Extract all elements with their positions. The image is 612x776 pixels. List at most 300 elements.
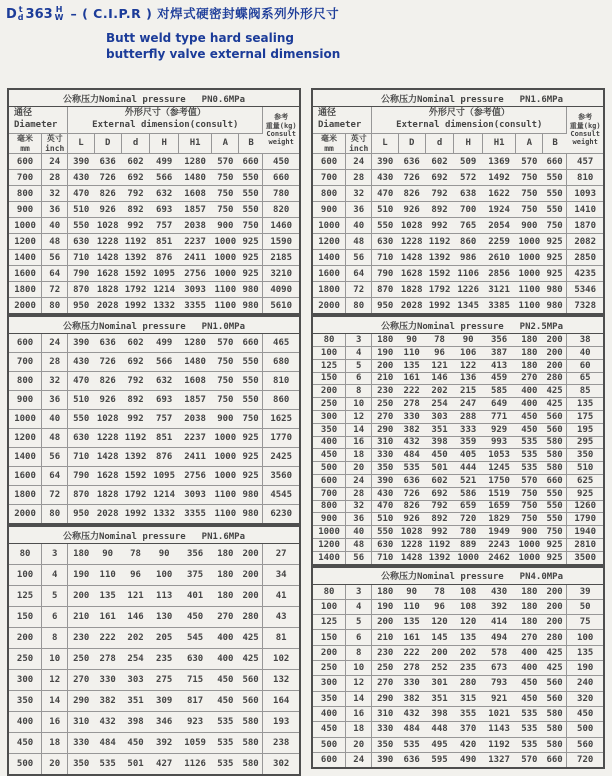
dim-D: 484: [94, 733, 121, 754]
table-row: [8, 505, 300, 525]
dim-D: 382: [398, 691, 425, 706]
dim-A: 450: [212, 670, 239, 691]
weight-kg: 5610: [263, 298, 300, 315]
dim-B: 925: [239, 266, 263, 282]
dim-H1: 3385: [482, 298, 515, 315]
dim-d: 254: [425, 398, 454, 411]
dn-mm: 1400: [312, 250, 346, 266]
dim-A: 1100: [212, 282, 239, 298]
table-row: [8, 733, 300, 754]
weight-kg: 39: [567, 584, 604, 599]
table-row: [312, 599, 604, 614]
dim-L: 430: [372, 487, 398, 500]
dn-mm: 500: [312, 462, 346, 475]
dn-inch: 28: [42, 170, 68, 186]
dim-L: 430: [372, 170, 398, 186]
dim-H: 106: [454, 346, 483, 359]
table-row: [312, 538, 604, 551]
dim-B: 925: [543, 538, 567, 551]
dim-A: 535: [516, 449, 543, 462]
dim-D: 1428: [398, 551, 425, 564]
dim-A: 900: [516, 526, 543, 539]
weight-kg: 3560: [263, 467, 300, 486]
dn-inch: 40: [346, 218, 372, 234]
dim-d: 992: [425, 218, 454, 234]
dim-d: 398: [425, 706, 454, 721]
dim-A: 535: [516, 436, 543, 449]
dim-D: 1428: [94, 250, 121, 266]
dn-inch: 32: [42, 372, 68, 391]
dim-A: 270: [516, 630, 543, 645]
dim-d: 398: [121, 712, 150, 733]
dim-A: 400: [516, 398, 543, 411]
dim-H1: 817: [178, 691, 211, 712]
pressure-table-PN2.5MPa: [311, 315, 605, 565]
dim-A: 270: [516, 372, 543, 385]
dim-d: 96: [425, 346, 454, 359]
dim-D: 636: [94, 154, 121, 170]
dim-d: 495: [425, 737, 454, 752]
dn-inch: 14: [346, 423, 372, 436]
diameter-header: 通径 Diameter: [8, 107, 68, 134]
dim-d: 351: [425, 691, 454, 706]
dim-L: 230: [372, 385, 398, 398]
dim-D: 636: [398, 474, 425, 487]
dn-inch: 56: [346, 551, 372, 564]
table-section-pn40: [311, 566, 605, 770]
dim-H1: 715: [178, 670, 211, 691]
dim-H: 355: [454, 706, 483, 721]
dn-mm: 1000: [312, 218, 346, 234]
dim-D: 432: [398, 706, 425, 721]
dn-mm: 1000: [8, 218, 42, 234]
table-row: [312, 513, 604, 526]
dn-mm: 1000: [8, 410, 42, 429]
external-dimension-header: 外形尺寸（参考值） External dimension(consult): [372, 107, 567, 134]
dim-d: 595: [425, 752, 454, 768]
dn-inch: 64: [42, 467, 68, 486]
weight-kg: 4545: [263, 486, 300, 505]
dim-H1: 923: [178, 712, 211, 733]
dn-mm: 700: [312, 170, 346, 186]
dim-B: 580: [543, 462, 567, 475]
dim-H1: 2038: [178, 410, 211, 429]
dn-mm: 350: [312, 691, 346, 706]
dim-d: 501: [425, 462, 454, 475]
dn-inch: 72: [42, 486, 68, 505]
dn-inch: 80: [346, 298, 372, 315]
pressure-label: 公称压力Nominal pressure: [62, 531, 186, 542]
dim-D: 636: [398, 752, 425, 768]
dn-inch: 18: [42, 733, 68, 754]
dim-A: 450: [516, 410, 543, 423]
dim-B: 280: [239, 607, 263, 628]
dim-H1: 993: [482, 436, 515, 449]
pressure-label: 公称压力Nominal pressure: [62, 321, 186, 332]
dim-D: 330: [398, 410, 425, 423]
dim-A: 750: [516, 513, 543, 526]
dn-mm: 900: [8, 391, 42, 410]
dim-L: 390: [68, 154, 94, 170]
table-row: [8, 170, 300, 186]
dim-A: 450: [212, 691, 239, 712]
dim-A: 1000: [212, 467, 239, 486]
dim-L: 210: [68, 607, 94, 628]
dim-H: 333: [454, 423, 483, 436]
dim-D: 636: [398, 154, 425, 170]
dim-D: 1828: [94, 486, 121, 505]
dim-B: 425: [543, 398, 567, 411]
dim-L: 950: [68, 505, 94, 525]
dim-A: 400: [516, 661, 543, 676]
dim-d: 892: [425, 202, 454, 218]
dn-mm: 500: [8, 754, 42, 776]
dim-D: 222: [398, 385, 425, 398]
pressure-value: PN1.6MPa: [519, 94, 564, 105]
table-row: [312, 462, 604, 475]
dn-inch: 10: [346, 398, 372, 411]
dim-D: 278: [94, 649, 121, 670]
dim-H: 693: [150, 391, 179, 410]
dim-H1: 3121: [482, 282, 515, 298]
table-row: [312, 170, 604, 186]
dim-L: 310: [372, 436, 398, 449]
dn-mm: 1200: [312, 538, 346, 551]
dim-H1: 1608: [178, 372, 211, 391]
pressure-value: PN1.0MPa: [201, 321, 246, 332]
dim-A: 400: [516, 645, 543, 660]
dim-B: 425: [239, 628, 263, 649]
dim-H: 757: [150, 218, 179, 234]
weight-kg: 1770: [263, 429, 300, 448]
dim-D: 2028: [94, 298, 121, 315]
dn-inch: 12: [346, 410, 372, 423]
nominal-pressure-title: [312, 316, 604, 334]
dim-D: 1628: [94, 266, 121, 282]
weight-kg: 320: [567, 691, 604, 706]
weight-kg: 75: [567, 615, 604, 630]
dn-mm: 450: [312, 449, 346, 462]
dim-L: 430: [68, 353, 94, 372]
dim-L: 210: [372, 372, 398, 385]
dim-L: 430: [68, 170, 94, 186]
dim-H1: 2038: [178, 218, 211, 234]
dim-H1: 793: [482, 676, 515, 691]
dn-inch: 40: [346, 526, 372, 539]
dim-col-header-B: B: [239, 134, 263, 154]
dim-A: 1000: [516, 234, 543, 250]
weight-kg: 860: [263, 391, 300, 410]
table-row: [312, 334, 604, 347]
weight-kg: 350: [567, 449, 604, 462]
table-row: [312, 737, 604, 752]
dim-H1: 1750: [482, 474, 515, 487]
dim-H: 876: [150, 250, 179, 266]
weight-kg: 34: [263, 565, 300, 586]
dim-H: 586: [454, 487, 483, 500]
dim-D: 726: [398, 170, 425, 186]
dn-mm: 100: [312, 599, 346, 614]
dim-L: 470: [372, 186, 398, 202]
dim-B: 580: [543, 722, 567, 737]
dim-H: 120: [454, 615, 483, 630]
dim-B: 925: [239, 250, 263, 266]
dim-d: 992: [121, 218, 150, 234]
weight-kg: 2082: [567, 234, 604, 250]
weight-kg: 450: [567, 706, 604, 721]
dn-inch: 5: [42, 586, 68, 607]
dim-D: 110: [94, 565, 121, 586]
dim-d: 692: [425, 170, 454, 186]
dim-A: 180: [212, 565, 239, 586]
dim-H: 499: [150, 334, 179, 353]
pressure-table-PN1.6MPa: [7, 525, 301, 776]
dn-mm: 250: [8, 649, 42, 670]
dim-H1: 1059: [178, 733, 211, 754]
dn-inch: 56: [42, 448, 68, 467]
dim-A: 750: [516, 500, 543, 513]
dim-D: 1028: [94, 410, 121, 429]
table-section-pn25: [311, 315, 605, 565]
table-row: [312, 423, 604, 436]
dim-H: 757: [150, 410, 179, 429]
dim-H1: 1021: [482, 706, 515, 721]
dim-H: 860: [454, 234, 483, 250]
dn-mm: 450: [312, 722, 346, 737]
dim-D: 1428: [398, 250, 425, 266]
weight-kg: 820: [263, 202, 300, 218]
table-row: [312, 154, 604, 170]
weight-kg: 50: [567, 599, 604, 614]
dn-mm: 250: [312, 661, 346, 676]
table-row: [8, 372, 300, 391]
table-row: [312, 487, 604, 500]
table-row: [312, 250, 604, 266]
weight-kg: 164: [263, 691, 300, 712]
dim-H: 420: [454, 737, 483, 752]
dim-L: 870: [372, 282, 398, 298]
dim-L: 190: [372, 599, 398, 614]
dim-L: 710: [68, 250, 94, 266]
dn-mm: 200: [312, 645, 346, 660]
dim-H1: 2462: [482, 551, 515, 564]
dim-H1: 401: [178, 586, 211, 607]
table-row: [8, 186, 300, 202]
dim-L: 710: [372, 551, 398, 564]
dim-H: 659: [454, 500, 483, 513]
dim-H1: 1492: [482, 170, 515, 186]
pressure-table-PN0.6MPa: [7, 88, 301, 315]
pressure-value: PN4.0MPa: [519, 572, 564, 583]
weight-kg: 65: [567, 372, 604, 385]
weight-kg: 810: [567, 170, 604, 186]
dn-mm: 400: [312, 436, 346, 449]
dim-L: 710: [68, 448, 94, 467]
weight-kg: 40: [567, 346, 604, 359]
dn-mm: 200: [8, 628, 42, 649]
dn-inch: 20: [346, 737, 372, 752]
weight-kg: 1790: [567, 513, 604, 526]
table-row: [312, 474, 604, 487]
dim-D: 110: [398, 346, 425, 359]
dn-inch: 24: [42, 334, 68, 353]
dim-H: 693: [150, 202, 179, 218]
dim-A: 535: [212, 754, 239, 776]
dn-mm: 600: [312, 752, 346, 768]
dim-H: 1214: [150, 486, 179, 505]
table-row: [312, 234, 604, 250]
dim-A: 750: [212, 202, 239, 218]
dim-H1: 2243: [482, 538, 515, 551]
dn-mm: 1200: [8, 234, 42, 250]
dn-inch: 18: [346, 722, 372, 737]
dim-A: 750: [212, 186, 239, 202]
dim-B: 980: [239, 298, 263, 315]
dim-H: 427: [150, 754, 179, 776]
dim-L: 550: [372, 526, 398, 539]
dim-D: 110: [398, 599, 425, 614]
dim-L: 510: [68, 202, 94, 218]
dn-inch: 72: [346, 282, 372, 298]
table-row: [312, 449, 604, 462]
dim-d: 1792: [121, 486, 150, 505]
dim-d: 146: [425, 372, 454, 385]
dn-inch: 8: [42, 628, 68, 649]
dn-inch: 48: [346, 234, 372, 250]
dim-D: 90: [398, 584, 425, 599]
dim-B: 660: [543, 474, 567, 487]
dim-d: 792: [425, 186, 454, 202]
dim-B: 980: [543, 282, 567, 298]
dim-H1: 1143: [482, 722, 515, 737]
weight-kg: 190: [567, 661, 604, 676]
dim-L: 550: [372, 218, 398, 234]
dn-inch: 80: [42, 505, 68, 525]
dn-mm: 2000: [8, 505, 42, 525]
dim-A: 750: [212, 353, 239, 372]
dim-d: 1192: [121, 234, 150, 250]
dim-d: 1992: [121, 298, 150, 315]
dim-d: 96: [425, 599, 454, 614]
dim-B: 550: [543, 202, 567, 218]
table-row: [312, 584, 604, 599]
dim-B: 550: [543, 487, 567, 500]
dim-d: 792: [121, 372, 150, 391]
dim-d: 602: [425, 154, 454, 170]
weight-kg: 2810: [567, 538, 604, 551]
dim-H1: 2411: [178, 448, 211, 467]
dim-B: 580: [543, 706, 567, 721]
weight-kg: 132: [263, 670, 300, 691]
dim-D: 636: [94, 334, 121, 353]
table-row: [312, 752, 604, 768]
dn-mm: 200: [312, 385, 346, 398]
weight-kg: 1590: [263, 234, 300, 250]
dim-H: 509: [454, 154, 483, 170]
dim-A: 1000: [212, 448, 239, 467]
dim-B: 550: [239, 202, 263, 218]
dim-H: 90: [454, 334, 483, 347]
table-row: [8, 218, 300, 234]
weight-kg: 27: [263, 544, 300, 565]
dim-B: 560: [543, 691, 567, 706]
dim-H1: 921: [482, 691, 515, 706]
pressure-value: PN2.5MPa: [519, 321, 564, 332]
table-row: [8, 234, 300, 250]
dim-A: 750: [212, 391, 239, 410]
dim-d: 450: [425, 449, 454, 462]
dim-H1: 649: [482, 398, 515, 411]
dn-mm: 1200: [312, 234, 346, 250]
dim-B: 750: [239, 410, 263, 429]
dim-H: 1345: [454, 298, 483, 315]
dim-d: 120: [425, 615, 454, 630]
dn-mm: 600: [312, 154, 346, 170]
dim-L: 180: [372, 584, 398, 599]
dim-A: 570: [212, 154, 239, 170]
dim-L: 510: [372, 202, 398, 218]
dim-D: 1228: [94, 234, 121, 250]
right-column: [311, 88, 605, 776]
table-row: [8, 712, 300, 733]
dim-H1: 1829: [482, 513, 515, 526]
dim-B: 925: [239, 234, 263, 250]
dim-d: 121: [121, 586, 150, 607]
dn-mm: 400: [8, 712, 42, 733]
dim-A: 180: [516, 599, 543, 614]
dim-B: 925: [543, 551, 567, 564]
dn-mm: 150: [312, 630, 346, 645]
dim-D: 1028: [94, 218, 121, 234]
dim-H1: 1245: [482, 462, 515, 475]
dim-H: 521: [454, 474, 483, 487]
dim-H1: 2856: [482, 266, 515, 282]
dim-A: 1100: [212, 298, 239, 315]
dim-B: 200: [239, 544, 263, 565]
table-row: [8, 628, 300, 649]
dim-D: 726: [94, 170, 121, 186]
weight-kg: 240: [567, 676, 604, 691]
dim-col-header-B: B: [543, 134, 567, 154]
weight-kg: 43: [263, 607, 300, 628]
table-row: [8, 410, 300, 429]
weight-kg: 100: [567, 630, 604, 645]
weight-kg: 60: [567, 359, 604, 372]
dim-d: 202: [425, 385, 454, 398]
weight-kg: 625: [567, 474, 604, 487]
dim-d: 1792: [121, 282, 150, 298]
dn-mm: 150: [312, 372, 346, 385]
dim-A: 1000: [212, 266, 239, 282]
dim-B: 925: [239, 448, 263, 467]
weight-kg: 2850: [567, 250, 604, 266]
table-row: [8, 649, 300, 670]
table-row: [312, 706, 604, 721]
dim-A: 750: [212, 170, 239, 186]
dim-L: 550: [68, 410, 94, 429]
dim-L: 210: [372, 630, 398, 645]
table-section-pn16-small: [7, 525, 301, 776]
dim-B: 750: [543, 526, 567, 539]
header-group-row: [312, 107, 604, 134]
weight-kg: 720: [567, 752, 604, 768]
table-row: [8, 429, 300, 448]
dn-inch: 16: [346, 706, 372, 721]
dim-A: 535: [516, 737, 543, 752]
table-row: [312, 645, 604, 660]
dim-B: 550: [543, 513, 567, 526]
header-unit-row: [8, 134, 300, 154]
